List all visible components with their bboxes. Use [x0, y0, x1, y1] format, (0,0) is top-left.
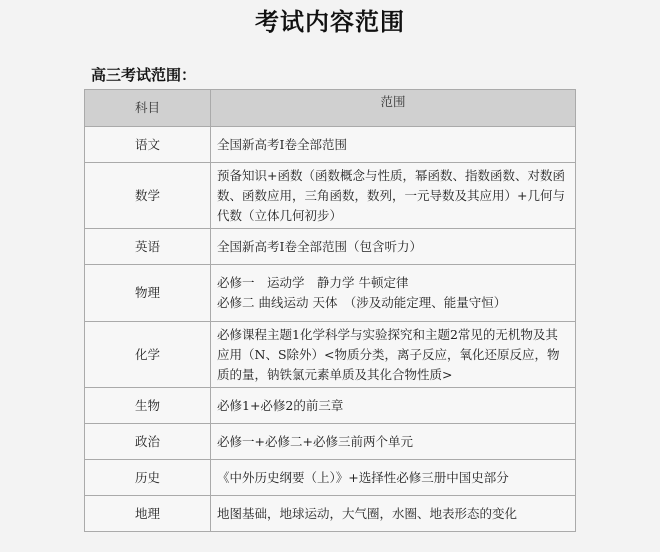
table-row	[85, 127, 576, 163]
header-subject: 科目	[85, 90, 211, 127]
subject-cell: 生物	[85, 388, 211, 424]
table-header-row	[85, 90, 576, 127]
subject-cell: 化学	[85, 322, 211, 388]
range-cell: 必修1+必修2的前三章	[211, 388, 576, 424]
page-title: 考试内容范围	[255, 8, 405, 36]
range-line: 必修二 曲线运动 天体 （涉及动能定理、能量守恒）	[217, 295, 507, 310]
table-row	[85, 229, 576, 265]
range-cell: 全国新高考Ⅰ卷全部范围	[211, 127, 576, 163]
range-cell: 地图基础，地球运动，大气圈，水圈、地表形态的变化	[211, 496, 576, 532]
range-cell: 必修课程主题1化学科学与实验探究和主题2常见的无机物及其应用（N、S除外）<物质分类，离子反应，氧化还原反应，物质的量，钠铁氯元素单质及其化合物性质>	[211, 322, 576, 388]
subject-cell: 英语	[85, 229, 211, 265]
range-cell: 全国新高考Ⅰ卷全部范围（包含听力）	[211, 229, 576, 265]
subject-cell: 物理	[85, 265, 211, 322]
table-row	[85, 496, 576, 532]
range-cell: 预备知识+函数（函数概念与性质，幂函数、指数函数、对数函数、函数应用，三角函数，数列，一元导数及其应用）+几何与代数（立体几何初步）	[211, 163, 576, 229]
table-row	[85, 424, 576, 460]
range-cell: 必修一+必修二+必修三前两个单元	[211, 424, 576, 460]
table-row	[85, 460, 576, 496]
subject-cell: 历史	[85, 460, 211, 496]
header-range: 范围	[211, 90, 576, 127]
range-line: 必修一 运动学 静力学 牛顿定律	[217, 275, 409, 290]
section-title: 高三考试范围：	[91, 66, 197, 84]
subject-cell: 数学	[85, 163, 211, 229]
table-row	[85, 163, 576, 229]
range-cell	[211, 265, 576, 322]
table-row	[85, 265, 576, 322]
exam-scope-table	[84, 89, 576, 532]
subject-cell: 语文	[85, 127, 211, 163]
range-cell: 《中外历史纲要（上）》+选择性必修三册中国史部分	[211, 460, 576, 496]
subject-cell: 政治	[85, 424, 211, 460]
table-row	[85, 322, 576, 388]
subject-cell: 地理	[85, 496, 211, 532]
table-row	[85, 388, 576, 424]
